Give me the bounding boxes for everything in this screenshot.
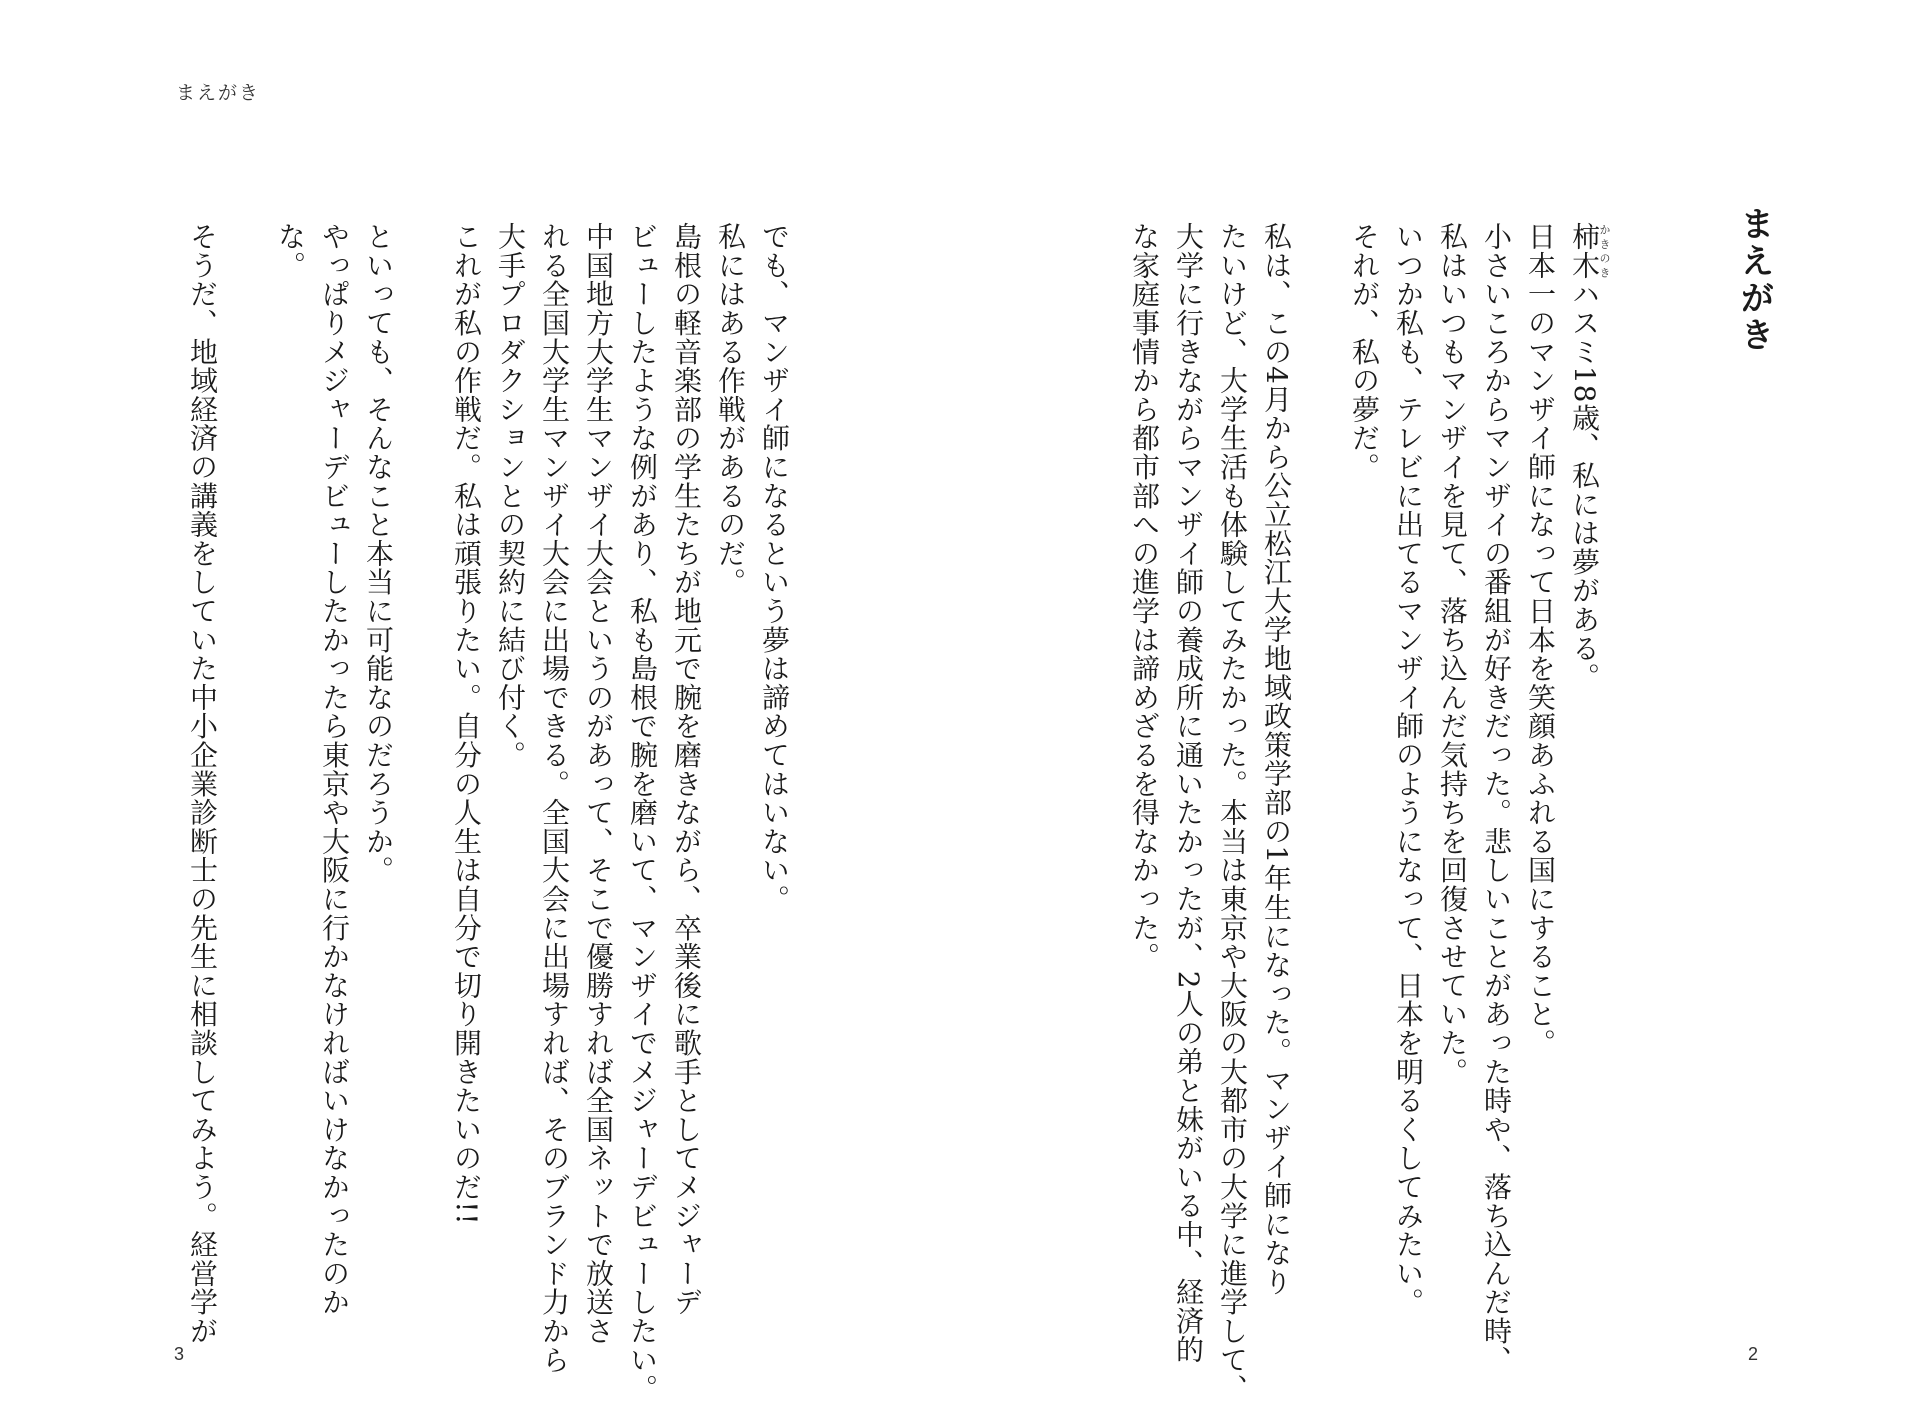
text-line: 島根の軽音楽部の学生たちが地元で腕を磨きながら、卒業後に歌手としてメジャーデ	[670, 222, 703, 1317]
text-line: たいけど、大学生活も体験してみたかった。本当は東京や大阪の大都市の大学に進学して、	[1216, 222, 1249, 1403]
text-line: 私にはある作戦があるのだ。	[714, 222, 747, 597]
text-line: 小さいころからマンザイの番組が好きだった。悲しいことがあった時や、落ち込んだ時、	[1480, 222, 1513, 1374]
text-line: 大学に行きながらマンザイ師の養成所に通いたかったが、2人の弟と妹がいる中、経済的	[1172, 222, 1205, 1364]
text-line: ビューしたような例があり、私も島根で腕を磨いて、マンザイでメジャーデビューしたい。	[626, 222, 659, 1403]
text-line: それが、私の夢だ。	[1348, 222, 1381, 482]
text-line: な。	[274, 222, 307, 280]
name-ruby	[1568, 222, 1611, 280]
name-ruby-base: 柿木	[1568, 222, 1601, 280]
text-line: これが私の作戦だ。私は頑張りたい。自分の人生は自分で切り開きたいのだ!!	[450, 222, 483, 1226]
text-line: 中国地方大学生マンザイ大会というのがあって、そこで優勝すれば全国ネットで放送さ	[582, 222, 615, 1346]
text-line: やっぱりメジャーデビューしたかったら東京や大阪に行かなければいけなかったのか	[318, 222, 351, 1317]
text-line: そうだ、地域経済の講義をしていた中小企業診断士の先生に相談してみよう。経営学が	[186, 222, 219, 1346]
text-line: でも、マンザイ師になるという夢は諦めてはいない。	[758, 222, 791, 914]
text-line: といっても、そんなこと本当に可能なのだろうか。	[362, 222, 395, 885]
running-head: まえがき	[176, 82, 261, 104]
text-line: れる全国大学生マンザイ大会に出場できる。全国大会に出場すれば、そのブランド力から	[538, 222, 571, 1374]
page-number-left: 3	[174, 1344, 185, 1364]
text-line: 日本一のマンザイ師になって日本を笑顔あふれる国にすること。	[1524, 222, 1557, 1058]
page-number-right: 2	[1748, 1344, 1759, 1364]
name-ruby-reading: かきのき	[1598, 222, 1611, 280]
text-line: な家庭事情から都市部への進学は諦めざるを得なかった。	[1128, 222, 1161, 971]
chapter-heading: まえがき	[1734, 206, 1774, 354]
text-line: 大手プロダクションとの契約に結び付く。	[494, 222, 527, 770]
text-line: いつか私も、テレビに出てるマンザイ師のようになって、日本を明るくしてみたい。	[1392, 222, 1425, 1317]
name-rest: ハスミ18歳、私には夢がある。	[1568, 279, 1601, 692]
text-line: 私は、この4月から公立松江大学地域政策学部の1年生になった。マンザイ師になり	[1260, 222, 1293, 1297]
text-line-name	[1562, 222, 1611, 1282]
text-line: 私はいつもマンザイを見て、落ち込んだ気持ちを回復させていた。	[1436, 222, 1469, 1086]
